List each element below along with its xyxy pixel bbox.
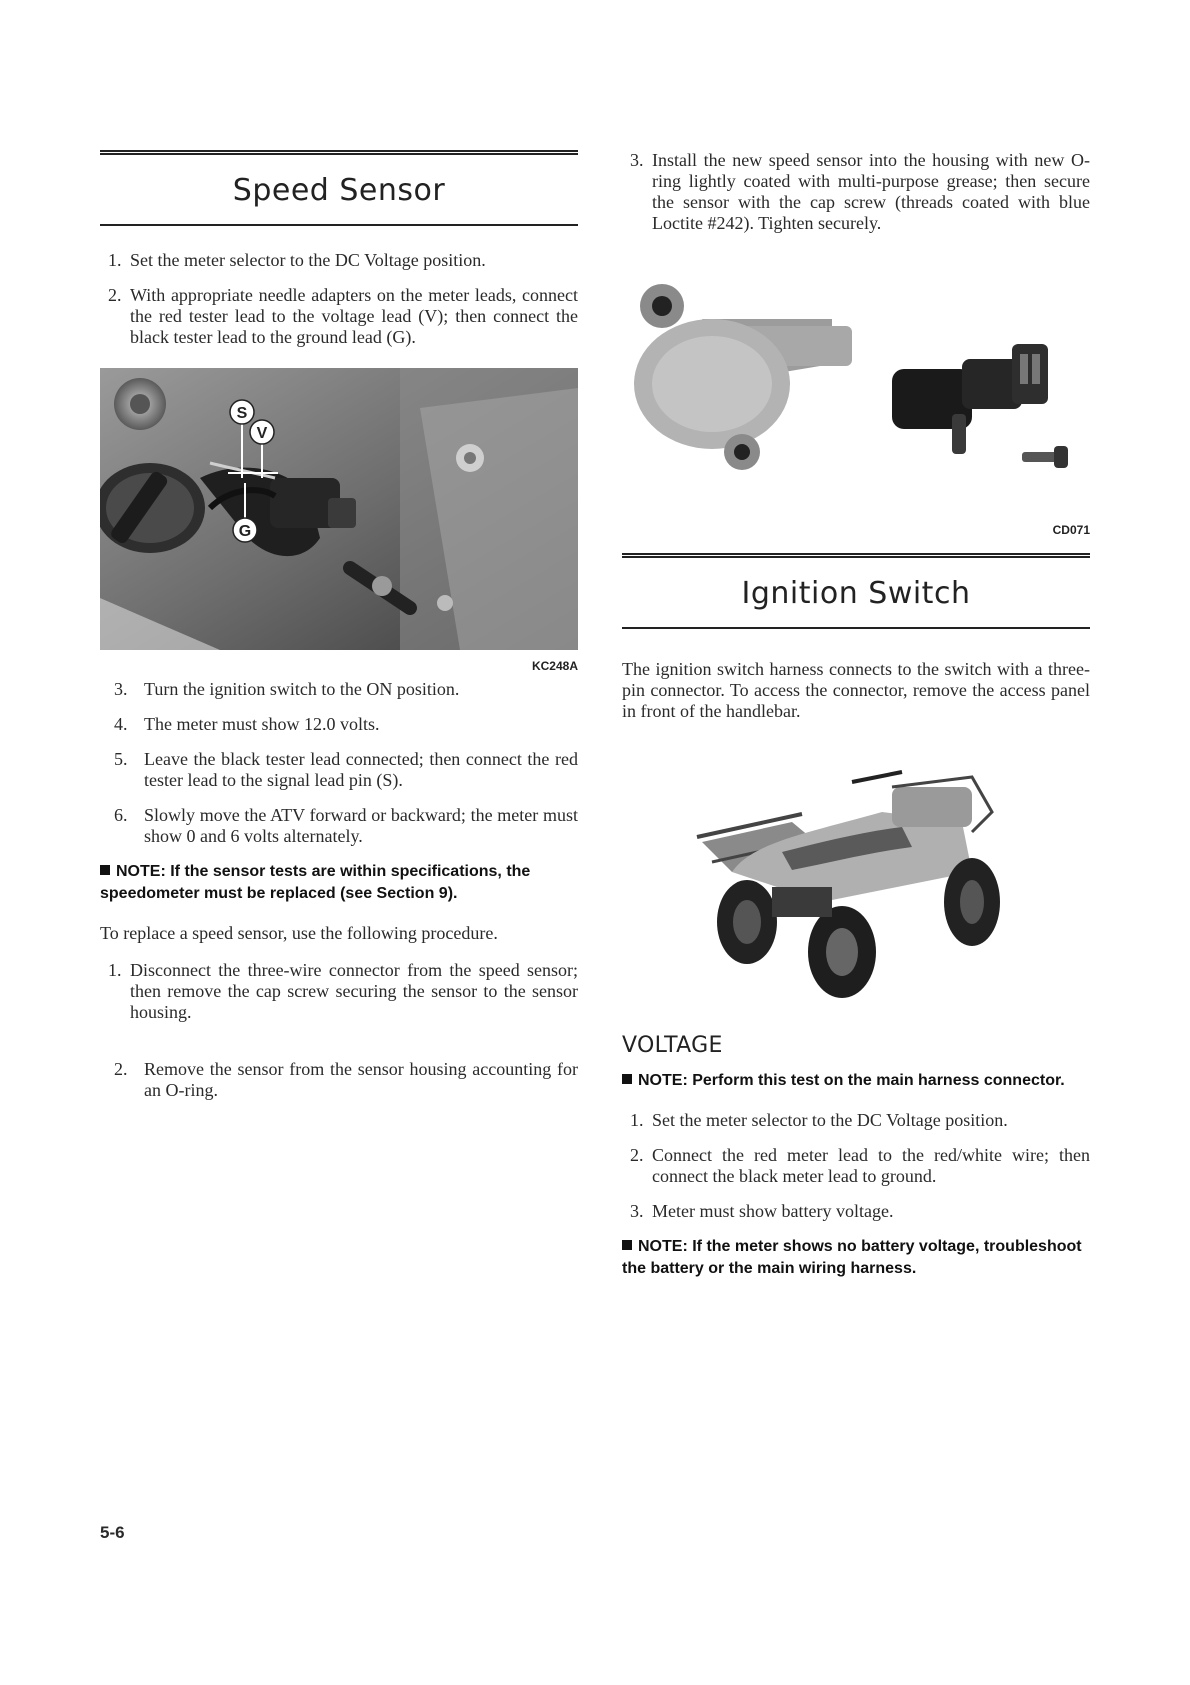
speed-sensor-steps-b xyxy=(100,679,578,847)
left-column xyxy=(100,150,578,1115)
voltage-steps xyxy=(622,1110,1090,1222)
speed-sensor-title: Speed Sensor xyxy=(232,173,446,208)
callout-s xyxy=(230,400,254,424)
step-item: 3. Turn the ignition switch to the ON position. xyxy=(114,679,460,699)
callout-v xyxy=(250,420,274,444)
ignition-switch-title-block xyxy=(622,553,1090,629)
photo-caption: CD071 xyxy=(1052,523,1090,537)
step-item: 2. With appropriate needle adapters on the meter leads, connect the red tester lead to the voltage lead (V); then connect the black tester lead to the ground lead (G). xyxy=(108,285,578,347)
step-item: 3. Meter must show battery voltage. xyxy=(630,1201,894,1221)
step-item: 1. Set the meter selector to the DC Voltage position. xyxy=(630,1110,1008,1130)
callout-g xyxy=(233,518,257,542)
sensor-parts-photo xyxy=(622,274,1090,537)
voltage-note-2: NOTE: If the meter shows no battery voltage, troubleshoot the battery or the main wiring harness. xyxy=(622,1238,1082,1277)
svg-text:V: V xyxy=(256,425,268,442)
step-item: 3. Install the new speed sensor into the housing with new O-ring lightly coated with multi-purpose grease; then secure the sensor with the cap screw (threads coated with blue Loctite #242). Tighten securely. xyxy=(630,150,1090,233)
ignition-intro: The ignition switch harness connects to the switch with a three-pin connector. To access the connector, remove the access panel in front of the handlebar. xyxy=(622,659,1090,721)
note-bullet-icon xyxy=(622,1240,632,1250)
step-item: 6. Slowly move the ATV forward or backward; the meter must show 0 and 6 volts alternately. xyxy=(114,805,578,846)
step-item: 2. Remove the sensor from the sensor housing accounting for an O-ring. xyxy=(114,1059,578,1100)
note-bullet-icon xyxy=(622,1074,632,1084)
speed-sensor-note: NOTE: If the sensor tests are within specifications, the speedometer must be replaced (see Section 9). xyxy=(100,863,531,902)
speed-sensor-title-block xyxy=(100,150,578,226)
install-steps xyxy=(622,150,1090,234)
page-number: 5-6 xyxy=(100,1523,125,1542)
ignition-switch-title: Ignition Switch xyxy=(741,576,971,611)
replace-intro: To replace a speed sensor, use the following procedure. xyxy=(100,923,498,943)
svg-text:S: S xyxy=(236,405,248,422)
atv-photo xyxy=(672,752,1090,1007)
step-item: 4. The meter must show 12.0 volts. xyxy=(114,714,380,734)
replace-steps xyxy=(100,960,578,1023)
svg-text:G: G xyxy=(238,523,252,540)
step-item: 2. Connect the red meter lead to the red/white wire; then connect the black meter lead to ground. xyxy=(630,1145,1090,1186)
speed-sensor-photo xyxy=(100,368,578,673)
voltage-note: NOTE: Perform this test on the main harness connector. xyxy=(622,1070,1090,1092)
speed-sensor-steps-a xyxy=(100,250,578,348)
step-item: 1. Disconnect the three-wire connector from the speed sensor; then remove the cap screw securing the sensor to the sensor housing. xyxy=(108,960,578,1022)
step-item: 1. Set the meter selector to the DC Voltage position. xyxy=(108,250,486,270)
speed-sensor-photo-image xyxy=(100,368,578,650)
right-column xyxy=(622,150,1090,1298)
note-bullet-icon xyxy=(100,865,110,875)
atv-image xyxy=(672,752,1012,1002)
sensor-parts-image xyxy=(622,274,1090,514)
step-item: 5. Leave the black tester lead connected; then connect the red tester lead to the signal lead pin (S). xyxy=(114,749,578,790)
photo-caption: KC248A xyxy=(531,659,578,673)
replace-steps-2 xyxy=(100,1059,578,1101)
voltage-subhead: VOLTAGE xyxy=(622,1033,723,1058)
